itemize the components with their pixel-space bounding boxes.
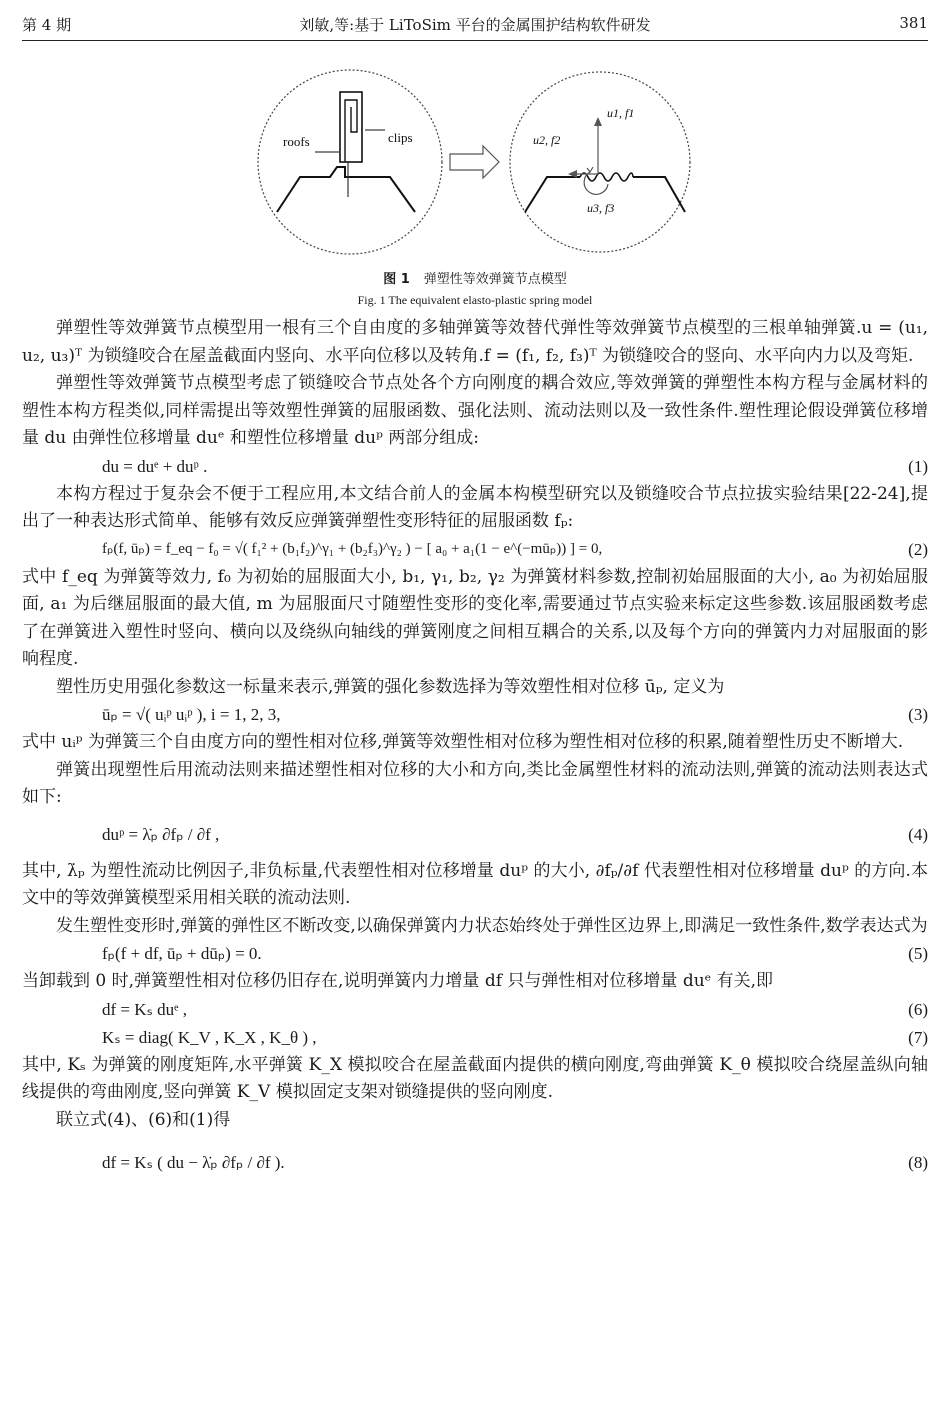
spring-model-figure bbox=[255, 62, 695, 267]
figure-caption-zh bbox=[0, 268, 950, 287]
equation-8 bbox=[22, 1134, 928, 1192]
equation-6-formula: df = Kₛ duᵉ , bbox=[102, 999, 187, 1019]
equation-8-number: (8) bbox=[908, 1153, 928, 1172]
paragraph-7: 弹簧出现塑性后用流动法则来描述塑性相对位移的大小和方向,类比金属塑性材料的流动法则,弹簧的流动法则表达式如下: bbox=[22, 759, 928, 807]
u2f2-label: u2, f2 bbox=[533, 133, 561, 147]
issue-number: 第 4 期 bbox=[22, 16, 72, 34]
paragraph-12: 联立式(4)、(6)和(1)得 bbox=[56, 1109, 231, 1130]
page-number: 381 bbox=[899, 14, 928, 32]
rotation-arrowhead bbox=[587, 167, 593, 172]
equation-4-number: (4) bbox=[908, 824, 928, 844]
paragraph-6: 式中 uᵢᵖ 为弹簧三个自由度方向的塑性相对位移,弹簧等效塑性相对位移为塑性相对位移的积累,随着塑性历史不断增大. bbox=[22, 732, 904, 752]
equation-3-formula: ūₚ = √( uᵢᵖ uᵢᵖ ), i = 1, 2, 3, bbox=[102, 705, 281, 724]
u1-arrowhead bbox=[594, 117, 602, 126]
paragraph-3: 本构方程过于复杂会不便于工程应用,本文结合前人的金属本构模型研究以及锁缝咬合节点拉拔实验结果[22-24],提出了一种表达形式简单、能够有效反应弹簧弹塑性变形特征的屈服函数 fₚ: bbox=[22, 483, 928, 531]
paragraph-4: 式中 f_eq 为弹簧等效力, f₀ 为初始的屈服面大小, b₁, γ₁, b₂, γ₂ 为弹簧材料参数,控制初始屈服面的大小, a₀ 为初始屈服面, a₁ 为后继屈服面的最大值, m 为屈服面尺寸随塑性变形的变化率,需要通过节点实验来标定这些参数.该屈服函数考虑了在弹簧进入塑性时竖向、横向以及绕纵向轴线的弹簧刚度之间相互耦合的关系,以及每个方向的弹簧内力对屈服面的影响程度. bbox=[22, 566, 928, 669]
right-roof-profile-2 bbox=[633, 177, 685, 212]
running-header bbox=[22, 14, 928, 40]
equation-6 bbox=[22, 996, 928, 1024]
u3f3-label: u3, f3 bbox=[587, 201, 615, 215]
paragraph-2: 弹塑性等效弹簧节点模型考虑了锁缝咬合节点处各个方向刚度的耦合效应,等效弹簧的弹塑性本构方程与金属材料的塑性本构方程类似,同样需提出等效塑性弹簧的屈服函数、强化法则、流动法则以及一致性条件.塑性理论假设弹簧位移增量 du 由弹性位移增量 duᵉ 和塑性位移增量 duᵖ 两部分组成: bbox=[22, 373, 928, 448]
equation-5-number: (5) bbox=[908, 944, 928, 963]
figure-caption-zh-text: 弹塑性等效弹簧节点模型 bbox=[423, 272, 567, 287]
equation-6-number: (6) bbox=[908, 999, 928, 1019]
figure-number: 图 1 bbox=[383, 272, 410, 287]
right-detail-circle bbox=[510, 72, 690, 252]
header-rule bbox=[22, 40, 928, 41]
seam-clip-inner bbox=[345, 100, 357, 162]
equation-5 bbox=[22, 940, 928, 968]
equation-4 bbox=[22, 812, 928, 858]
equation-3 bbox=[22, 701, 928, 729]
equation-2 bbox=[22, 536, 928, 564]
transform-arrow bbox=[450, 146, 499, 178]
equation-8-formula: df = Kₛ ( du − λ̇ₚ ∂fₚ / ∂f ). bbox=[102, 1153, 285, 1172]
equation-1-number: (1) bbox=[908, 456, 928, 476]
paragraph-8: 其中, λ̇ₚ 为塑性流动比例因子,非负标量,代表塑性相对位移增量 duᵖ 的大小, ∂fₚ/∂f 代表塑性相对位移增量 duᵖ 的方向.本文中的等效弹簧模型采用相关联的流动法则. bbox=[22, 860, 928, 908]
equation-7 bbox=[22, 1024, 928, 1052]
running-title: 刘敏,等:基于 LiToSim 平台的金属围护结构软件研发 bbox=[299, 16, 651, 34]
equation-5-formula: fₚ(f + df, ūₚ + dūₚ) = 0. bbox=[102, 944, 262, 963]
equation-7-number: (7) bbox=[908, 1027, 928, 1047]
equation-4-formula: duᵖ = λ̇ₚ ∂fₚ / ∂f , bbox=[102, 824, 220, 844]
equation-2-formula: fₚ(f, ūₚ) = f_eq − f₀ = √( f₁² + (b₁f₂)^γ₁ + (b₂f₃)^γ₂ ) − [ a₀ + a₁(1 − e^(−mūₚ)) ] = 0, bbox=[102, 540, 603, 557]
article-body bbox=[22, 315, 928, 1192]
u1f1-label: u1, f1 bbox=[607, 106, 635, 120]
clips-label: clips bbox=[388, 130, 413, 145]
figure-caption-en: Fig. 1 The equivalent elasto-plastic spring model bbox=[357, 293, 593, 307]
equation-1 bbox=[22, 453, 928, 481]
paragraph-5: 塑性历史用强化参数这一标量来表示,弹簧的强化参数选择为等效塑性相对位移 ūₚ, 定义为 bbox=[56, 676, 725, 697]
paragraph-1: 弹塑性等效弹簧节点模型用一根有三个自由度的多轴弹簧等效替代弹性等效弹簧节点模型的三根单轴弹簧.u = (u₁, u₂, u₃)ᵀ 为锁缝咬合在屋盖截面内竖向、水平向位移以及转角.f = (f₁, f₂, f₃)ᵀ 为锁缝咬合的竖向、水平向内力以及弯矩. bbox=[22, 318, 928, 366]
paragraph-11: 其中, Kₛ 为弹簧的刚度矩阵,水平弹簧 K_X 模拟咬合在屋盖截面内提供的横向刚度,弯曲弹簧 K_θ 模拟咬合绕屋盖纵向轴线提供的弯曲刚度,竖向弹簧 K_V 模拟固定支架对锁缝提供的竖向刚度. bbox=[22, 1054, 928, 1102]
roofs-label: roofs bbox=[283, 134, 310, 149]
equation-1-formula: du = duᵉ + duᵖ . bbox=[102, 456, 208, 476]
paragraph-9: 发生塑性变形时,弹簧的弹性区不断改变,以确保弹簧内力状态始终处于弹性区边界上,即满足一致性条件,数学表达式为 bbox=[56, 915, 928, 936]
equation-2-number: (2) bbox=[908, 539, 928, 559]
paragraph-10: 当卸载到 0 时,弹簧塑性相对位移仍旧存在,说明弹簧内力增量 df 只与弹性相对位移增量 duᵉ 有关,即 bbox=[22, 971, 774, 991]
equation-7-formula: Kₛ = diag( K_V , K_X , K_θ ) , bbox=[102, 1027, 317, 1047]
equation-3-number: (3) bbox=[908, 705, 928, 724]
left-roof-profile bbox=[277, 167, 415, 212]
right-roof-profile bbox=[525, 177, 580, 212]
